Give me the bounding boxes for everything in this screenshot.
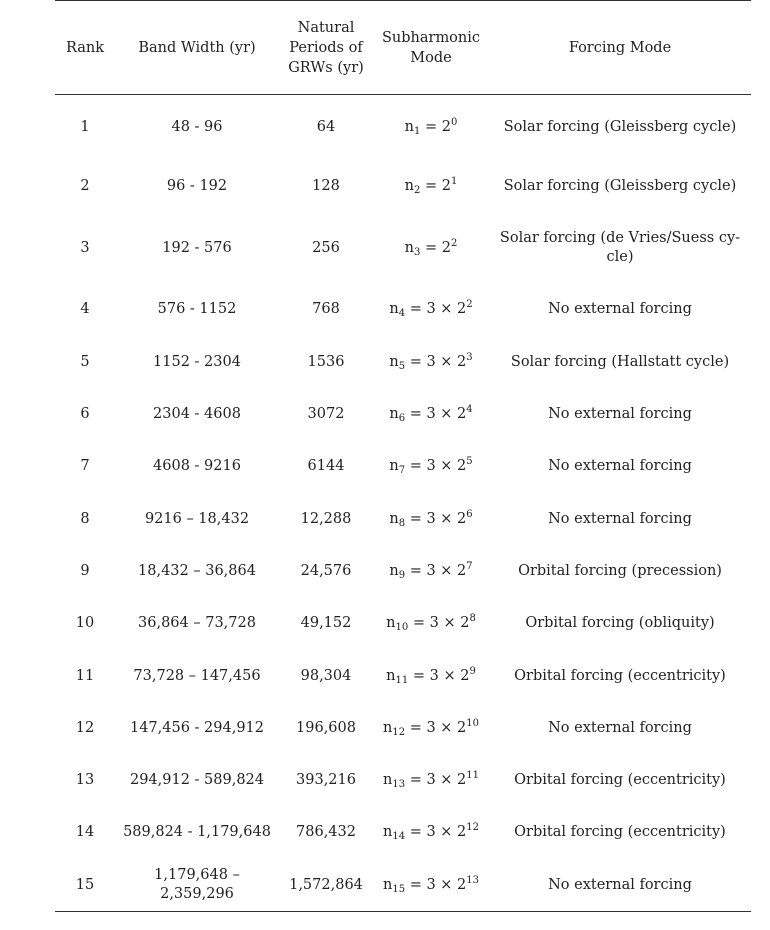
natural-period-cell — [279, 388, 373, 440]
mode-subscript: 8 — [398, 517, 406, 529]
natural-period-value: 12,288 — [300, 510, 352, 527]
mode-subscript: 11 — [395, 674, 409, 686]
header-row — [55, 1, 751, 95]
mode-symbol: n — [386, 667, 396, 684]
subharmonic-formula — [389, 456, 473, 477]
band-width-cell — [115, 807, 279, 859]
forcing-text: Orbital forcing (eccentricity) — [514, 667, 726, 684]
mode-subscript: 9 — [398, 569, 406, 581]
band-width-cell — [115, 859, 279, 912]
subharmonic-mode-cell — [373, 213, 489, 284]
subharmonic-formula — [383, 822, 479, 843]
forcing-mode-cell — [489, 213, 751, 284]
band-width-cell — [115, 161, 279, 213]
subharmonic-formula — [389, 351, 473, 372]
subharmonic-mode-cell — [373, 702, 489, 754]
subharmonic-formula — [386, 665, 476, 686]
mode-rhs: = 3 × 2 — [412, 615, 470, 632]
rank-value: 11 — [75, 667, 95, 684]
table-row — [55, 388, 751, 440]
natural-period-cell — [279, 161, 373, 213]
mode-symbol: n — [383, 876, 393, 893]
table-row — [55, 336, 751, 388]
mode-symbol: n — [389, 406, 399, 423]
mode-rhs: = 3 × 2 — [409, 562, 467, 579]
forcing-text: No external forcing — [548, 876, 692, 893]
rank-cell — [55, 807, 115, 859]
subharmonic-mode-cell — [373, 650, 489, 702]
natural-period-cell — [279, 702, 373, 754]
table-row — [55, 441, 751, 493]
rank-cell — [55, 95, 115, 161]
forcing-mode-cell — [489, 598, 751, 650]
rank-value: 1 — [80, 119, 90, 136]
table-row — [55, 95, 751, 161]
subharmonic-formula — [383, 874, 479, 895]
subharmonic-mode-cell — [373, 284, 489, 336]
natural-period-cell — [279, 441, 373, 493]
subharmonic-formula — [383, 770, 479, 791]
rank-value: 12 — [75, 719, 95, 736]
mode-rhs: = 3 × 2 — [409, 876, 467, 893]
band-width-value: 147,456 - 294,912 — [129, 719, 265, 736]
header-subharmonic-mode: Subharmonic Mode — [373, 1, 489, 95]
natural-period-cell — [279, 807, 373, 859]
subharmonic-formula — [389, 508, 473, 529]
mode-rhs: = 3 × 2 — [409, 719, 467, 736]
natural-period-value: 768 — [312, 301, 340, 318]
subharmonic-mode-cell — [373, 336, 489, 388]
subharmonic-mode-cell — [373, 95, 489, 161]
natural-period-cell — [279, 95, 373, 161]
rank-value: 7 — [80, 458, 90, 475]
natural-period-value: 786,432 — [296, 824, 356, 841]
rank-cell — [55, 598, 115, 650]
rank-value: 10 — [75, 615, 95, 632]
rank-value: 9 — [80, 562, 90, 579]
band-width-cell — [115, 441, 279, 493]
rank-value: 3 — [80, 239, 90, 256]
subharmonic-mode-cell — [373, 441, 489, 493]
forcing-mode-cell — [489, 807, 751, 859]
natural-period-value: 196,608 — [296, 719, 356, 736]
mode-symbol: n — [386, 615, 396, 632]
band-width-value: 9216 – 18,432 — [144, 510, 250, 527]
natural-period-cell — [279, 284, 373, 336]
mode-subscript: 14 — [392, 831, 406, 843]
subharmonic-mode-cell — [373, 161, 489, 213]
natural-period-value: 1,572,864 — [289, 876, 363, 893]
mode-exponent: 2 — [450, 237, 458, 249]
forcing-mode-cell — [489, 702, 751, 754]
band-width-cell — [115, 493, 279, 545]
mode-subscript: 5 — [398, 360, 406, 372]
mode-exponent: 10 — [466, 717, 479, 729]
natural-period-cell — [279, 754, 373, 806]
header-rank: Rank — [55, 1, 115, 95]
mode-symbol: n — [404, 239, 414, 256]
table-row — [55, 754, 751, 806]
forcing-text: Solar forcing (de Vries/Suess cy- — [499, 230, 741, 247]
rank-value: 13 — [75, 772, 95, 789]
grw-periods-table — [55, 0, 751, 912]
mode-exponent: 9 — [469, 665, 476, 677]
rank-cell — [55, 284, 115, 336]
forcing-text: Orbital forcing (eccentricity) — [514, 824, 726, 841]
mode-rhs: = 2 — [424, 239, 451, 256]
rank-cell — [55, 493, 115, 545]
rank-value: 15 — [75, 876, 95, 893]
rank-cell — [55, 650, 115, 702]
band-width-value: 294,912 - 589,824 — [129, 772, 265, 789]
mode-symbol: n — [389, 458, 399, 475]
band-width-cell — [115, 598, 279, 650]
table-header — [55, 1, 751, 95]
subharmonic-mode-cell — [373, 859, 489, 912]
forcing-mode-cell — [489, 754, 751, 806]
rank-value: 5 — [80, 353, 90, 370]
table-row — [55, 859, 751, 912]
rank-value: 6 — [80, 406, 90, 423]
mode-exponent: 11 — [466, 770, 479, 782]
forcing-text: Solar forcing (Gleissberg cycle) — [503, 119, 737, 136]
forcing-text: No external forcing — [548, 301, 692, 318]
mode-exponent: 7 — [466, 560, 473, 572]
mode-exponent: 13 — [466, 874, 479, 886]
forcing-mode-cell — [489, 441, 751, 493]
table-row — [55, 807, 751, 859]
natural-period-cell — [279, 545, 373, 597]
subharmonic-formula — [404, 176, 458, 197]
mode-subscript: 4 — [398, 308, 406, 320]
mode-subscript: 1 — [414, 126, 421, 138]
mode-subscript: 10 — [395, 622, 409, 634]
forcing-text: No external forcing — [548, 510, 692, 527]
band-width-cell — [115, 336, 279, 388]
subharmonic-mode-cell — [373, 807, 489, 859]
natural-period-value: 3072 — [307, 406, 345, 423]
band-width-cell — [115, 650, 279, 702]
mode-rhs: = 3 × 2 — [409, 458, 467, 475]
mode-exponent: 1 — [450, 176, 458, 188]
natural-period-cell — [279, 859, 373, 912]
subharmonic-formula — [389, 560, 473, 581]
mode-rhs: = 3 × 2 — [409, 353, 467, 370]
natural-period-cell — [279, 650, 373, 702]
table-row — [55, 213, 751, 284]
table-row — [55, 598, 751, 650]
natural-period-value: 98,304 — [300, 667, 352, 684]
band-width-value: 2304 - 4608 — [153, 406, 241, 423]
mode-exponent: 4 — [466, 404, 473, 416]
band-width-value: 96 - 192 — [166, 178, 228, 195]
band-width-cell — [115, 545, 279, 597]
natural-period-value: 24,576 — [300, 562, 352, 579]
rank-value: 8 — [80, 510, 90, 527]
mode-rhs: = 3 × 2 — [409, 772, 467, 789]
rank-cell — [55, 441, 115, 493]
forcing-mode-cell — [489, 95, 751, 161]
mode-subscript: 15 — [392, 883, 406, 895]
mode-symbol: n — [389, 562, 399, 579]
header-natural-periods: Natural Periods of GRWs (yr) — [279, 1, 373, 95]
band-width-cell — [115, 95, 279, 161]
forcing-text: Orbital forcing (obliquity) — [525, 615, 715, 632]
mode-subscript: 6 — [398, 413, 406, 425]
mode-rhs: = 3 × 2 — [412, 667, 470, 684]
subharmonic-formula — [404, 237, 458, 258]
subharmonic-mode-cell — [373, 388, 489, 440]
natural-period-cell — [279, 493, 373, 545]
mode-subscript: 13 — [392, 779, 406, 791]
subharmonic-formula — [389, 404, 473, 425]
mode-exponent: 2 — [466, 299, 473, 311]
mode-symbol: n — [404, 178, 414, 195]
band-width-cell — [115, 702, 279, 754]
band-width-cell — [115, 388, 279, 440]
subharmonic-formula — [386, 613, 476, 634]
rank-cell — [55, 336, 115, 388]
table-row — [55, 493, 751, 545]
mode-subscript: 3 — [414, 246, 421, 258]
table-row — [55, 284, 751, 336]
band-width-value: 576 - 1152 — [157, 301, 237, 318]
band-width-value: 1152 - 2304 — [153, 353, 241, 370]
natural-period-cell — [279, 336, 373, 388]
band-width-value: 73,728 – 147,456 — [133, 667, 261, 684]
mode-subscript: 12 — [392, 726, 406, 738]
rank-cell — [55, 388, 115, 440]
natural-period-value: 256 — [312, 239, 340, 256]
forcing-text: Solar forcing (Hallstatt cycle) — [510, 353, 730, 370]
table-row — [55, 161, 751, 213]
mode-symbol: n — [389, 301, 399, 318]
rank-value: 2 — [80, 178, 90, 195]
forcing-mode-cell — [489, 493, 751, 545]
band-width-value: 18,432 – 36,864 — [138, 562, 256, 579]
subharmonic-mode-cell — [373, 754, 489, 806]
natural-period-cell — [279, 598, 373, 650]
mode-symbol: n — [389, 510, 399, 527]
natural-period-value: 49,152 — [300, 615, 352, 632]
band-width-value: 48 - 96 — [171, 119, 223, 136]
rank-cell — [55, 545, 115, 597]
mode-symbol: n — [383, 824, 393, 841]
rank-cell — [55, 859, 115, 912]
mode-exponent: 6 — [466, 508, 473, 520]
mode-rhs: = 3 × 2 — [409, 406, 467, 423]
mode-exponent: 3 — [466, 351, 473, 363]
natural-period-value: 6144 — [307, 458, 345, 475]
mode-symbol: n — [404, 119, 414, 136]
rank-cell — [55, 161, 115, 213]
forcing-text-continued: cle) — [606, 249, 634, 266]
subharmonic-mode-cell — [373, 545, 489, 597]
natural-period-value: 1536 — [307, 353, 345, 370]
mode-subscript: 7 — [398, 465, 406, 477]
natural-period-cell — [279, 213, 373, 284]
table-row — [55, 650, 751, 702]
forcing-text: Orbital forcing (precession) — [518, 562, 722, 579]
mode-rhs: = 3 × 2 — [409, 301, 467, 318]
table-body — [55, 95, 751, 912]
subharmonic-formula — [404, 117, 458, 138]
forcing-text: No external forcing — [548, 406, 692, 423]
band-width-cell — [115, 754, 279, 806]
mode-rhs: = 2 — [424, 178, 451, 195]
forcing-mode-cell — [489, 388, 751, 440]
rank-cell — [55, 754, 115, 806]
forcing-mode-cell — [489, 161, 751, 213]
forcing-mode-cell — [489, 284, 751, 336]
band-width-value: 192 - 576 — [162, 239, 232, 256]
forcing-text: Solar forcing (Gleissberg cycle) — [503, 178, 737, 195]
forcing-mode-cell — [489, 859, 751, 912]
subharmonic-formula — [389, 299, 473, 320]
header-band-width: Band Width (yr) — [115, 1, 279, 95]
table-row — [55, 702, 751, 754]
data-table-container — [55, 0, 751, 912]
band-width-value: 1,179,648 – 2,359,296 — [154, 867, 240, 903]
mode-symbol: n — [389, 353, 399, 370]
mode-exponent: 5 — [466, 456, 473, 468]
natural-period-value: 64 — [316, 119, 336, 136]
mode-symbol: n — [383, 772, 393, 789]
subharmonic-mode-cell — [373, 493, 489, 545]
mode-exponent: 0 — [450, 117, 458, 129]
band-width-value: 36,864 – 73,728 — [138, 615, 256, 632]
subharmonic-mode-cell — [373, 598, 489, 650]
forcing-mode-cell — [489, 545, 751, 597]
forcing-mode-cell — [489, 336, 751, 388]
header-forcing-mode: Forcing Mode — [489, 1, 751, 95]
forcing-mode-cell — [489, 650, 751, 702]
rank-value: 4 — [80, 301, 90, 318]
mode-exponent: 12 — [466, 822, 479, 834]
rank-cell — [55, 213, 115, 284]
mode-symbol: n — [383, 719, 393, 736]
table-row — [55, 545, 751, 597]
band-width-value: 4608 - 9216 — [153, 458, 241, 475]
mode-subscript: 2 — [414, 185, 421, 197]
band-width-cell — [115, 213, 279, 284]
mode-rhs: = 2 — [424, 119, 451, 136]
natural-period-value: 393,216 — [296, 772, 356, 789]
forcing-text: No external forcing — [548, 458, 692, 475]
band-width-value: 589,824 - 1,179,648 — [123, 824, 271, 841]
mode-rhs: = 3 × 2 — [409, 510, 467, 527]
mode-rhs: = 3 × 2 — [409, 824, 467, 841]
forcing-text: No external forcing — [548, 719, 692, 736]
rank-value: 14 — [75, 824, 95, 841]
forcing-text: Orbital forcing (eccentricity) — [514, 772, 726, 789]
subharmonic-formula — [383, 717, 479, 738]
natural-period-value: 128 — [312, 178, 340, 195]
band-width-cell — [115, 284, 279, 336]
mode-exponent: 8 — [469, 613, 476, 625]
rank-cell — [55, 702, 115, 754]
